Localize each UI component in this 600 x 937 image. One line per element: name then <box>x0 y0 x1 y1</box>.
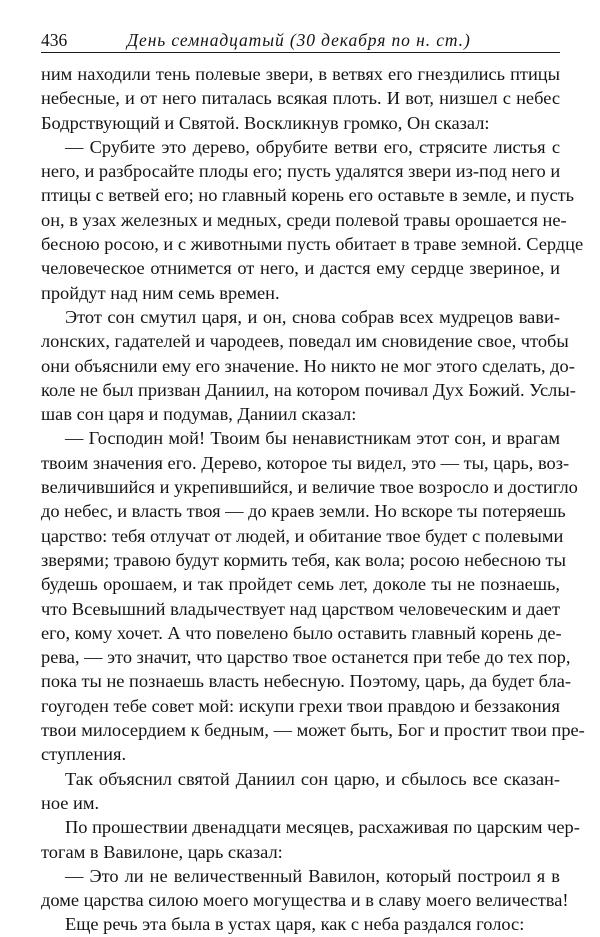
text-line: ное им. <box>41 792 100 813</box>
text-line: твои милосердием к бедным, — может быть, Бог и простит твои пре- <box>41 720 585 741</box>
text-line: Этот сон смутил царя, и он, снова собрав всех мудрецов вави- <box>65 306 560 327</box>
text-line: него, и разбросайте плоды его; пусть удалятся звери из-под него и <box>41 161 561 182</box>
text-line: величившийся и укрепившийся, и величие твое возросло и достигло <box>41 477 578 498</box>
text-line: пройдут над ним семь времен. <box>41 282 280 303</box>
text-line: твоим значения его. Дерево, которое ты видел, это — ты, царь, воз- <box>41 452 570 473</box>
text-line: гоугоден тебе совет мой: искупи грехи твои правдою и беззакония <box>41 695 560 716</box>
text-line: лонских, гадателей и чародеев, поведал им сновидение свое, чтобы <box>41 331 569 352</box>
text-line: — Это ли не величественный Вавилон, который построил я в <box>65 865 560 886</box>
text-line: По прошествии двенадцати месяцев, расхаживая по царским чер- <box>65 817 580 838</box>
text-line: птицы с ветвей его; но главный корень его оставьте в земле, и пусть <box>41 185 575 206</box>
text-line: коле не был призван Даниил, на котором почивал Дух Божий. Услы- <box>41 379 576 400</box>
text-line: ступления. <box>41 744 127 765</box>
text-line: его, кому хочет. А что повелено было оставить главный корень де- <box>41 622 562 643</box>
text-line: небесные, и от него питалась всякая плоть. И вот, низшел с небес <box>41 88 560 109</box>
text-line: тогам в Вавилоне, царь сказал: <box>41 841 283 862</box>
text-line: — Срубите это дерево, обрубите ветви его, стрясите листья с <box>65 136 560 157</box>
text-line: будешь орошаем, и так пройдет семь лет, доколе ты не познаешь, <box>41 574 560 595</box>
text-line: он, в узах железных и медных, среди полевой травы орошается не- <box>41 209 567 230</box>
text-line: шав сон царя и подумав, Даниил сказал: <box>41 404 357 425</box>
text-line: до небес, и власть твоя — до краев земли. Но вскоре ты потеряешь <box>41 501 566 522</box>
text-line: Еще речь эта была в устах царя, как с неба раздался голос: <box>65 914 525 935</box>
running-header <box>41 28 560 53</box>
page-number: 436 <box>41 30 68 50</box>
text-line: Бодрствующий и Святой. Воскликнув громко, Он сказал: <box>41 112 490 133</box>
text-line: зверями; травою будут кормить тебя, как вола; росою небесною ты <box>41 549 566 570</box>
running-title: День семнадцатый (30 декабря по н. ст.) <box>127 30 471 50</box>
text-line: рева, — это значит, что царство твое останется при тебе до тех пор, <box>41 647 571 668</box>
text-line: человеческое отнимется от него, и дастся ему сердце звериное, и <box>41 258 560 279</box>
body-text <box>41 62 585 937</box>
text-line: царство: тебя отлучат от людей, и обитание твое будет с полевыми <box>41 525 564 546</box>
text-line: они объяснили ему его значение. Но никто не мог этого сделать, до- <box>41 355 575 376</box>
text-line: бесною росою, и с животными пусть обитает в траве земной. Сердце <box>41 234 584 255</box>
text-line: — Господин мой! Твоим бы ненавистникам этот сон, и врагам <box>65 428 560 449</box>
text-line: пока ты не познаешь власть небесную. Поэтому, царь, да будет бла- <box>41 671 572 692</box>
text-line: Так объяснил святой Даниил сон царю, и сбылось все сказан- <box>65 768 560 789</box>
text-line: доме царства силою моего могущества и в славу моего величества! <box>41 890 569 911</box>
text-line: что Всевышний владычествует над царством человеческим и дает <box>41 598 560 619</box>
text-line: ним находили тень полевые звери, в ветвях его гнездились птицы <box>41 64 560 84</box>
